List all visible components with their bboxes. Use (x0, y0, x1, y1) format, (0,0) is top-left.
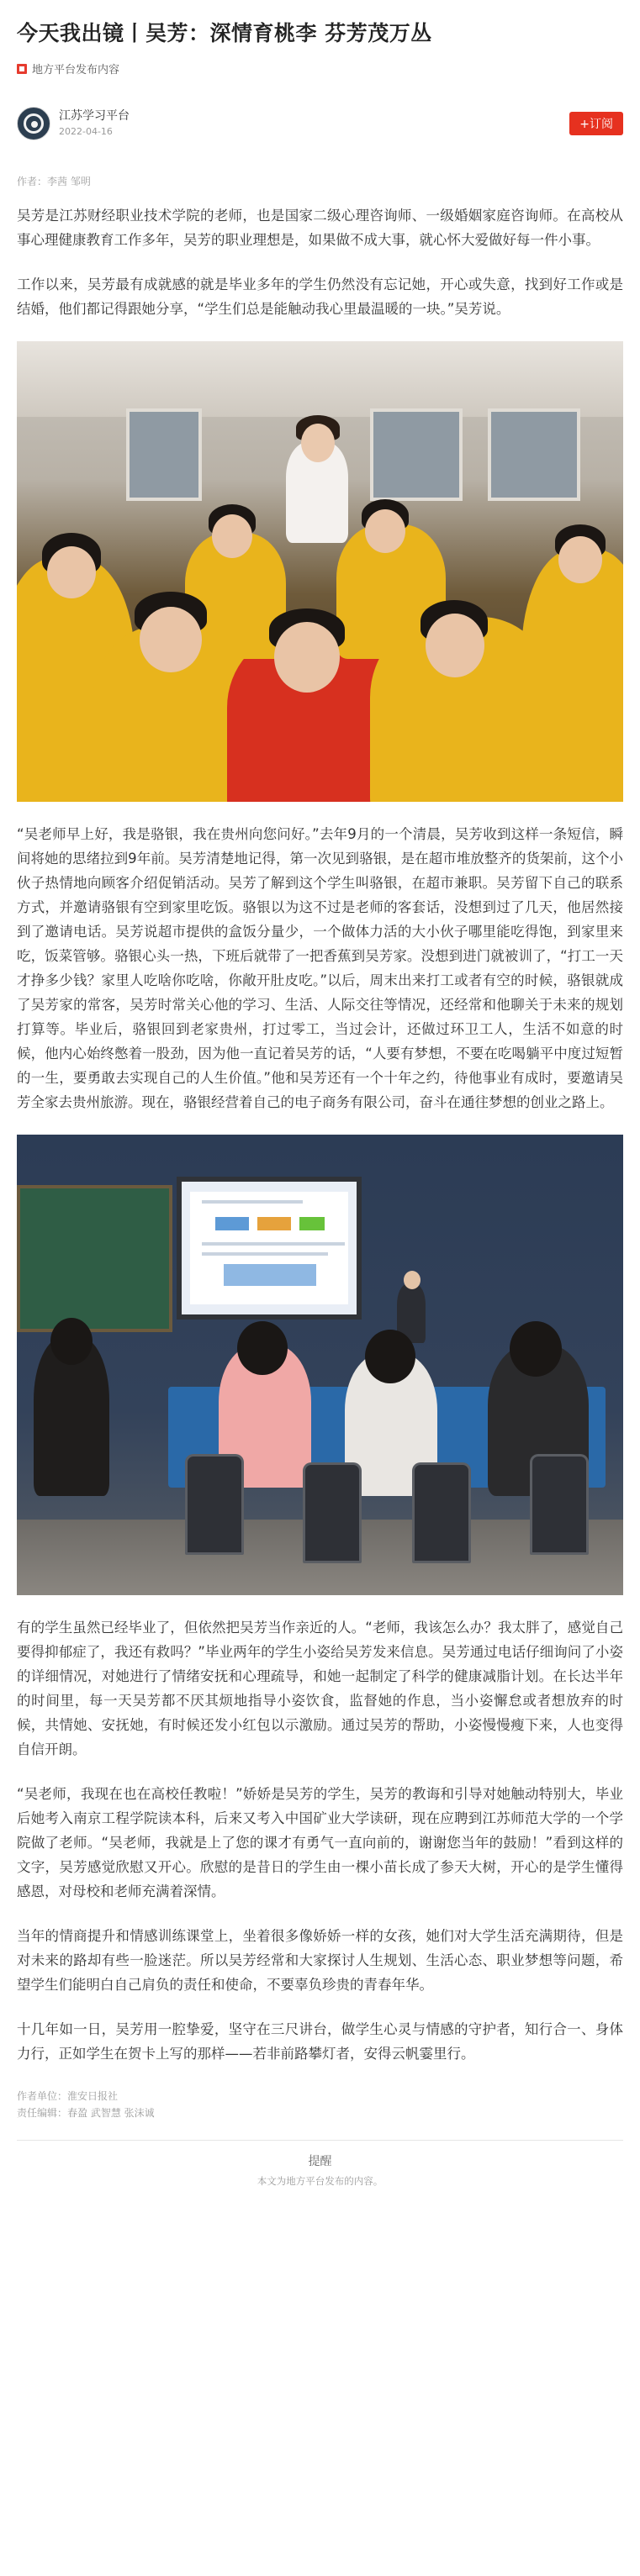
teacher-face (301, 424, 335, 462)
platform-notice (0, 2152, 640, 2188)
avatar-logo-dot (31, 121, 38, 128)
photo-ceiling (17, 341, 623, 417)
divider (17, 2140, 623, 2141)
source-label-text: 地方平台发布内容 (32, 64, 120, 76)
photo-window (370, 408, 463, 501)
local-platform-icon (17, 64, 27, 74)
page-title: 今天我出镜丨吴芳：深情育桃李 芬芳茂万丛 (17, 21, 432, 45)
photo-window (488, 408, 580, 501)
paragraph: 当年的情商提升和情感训练课堂上，坐着很多像娇娇一样的女孩，她们对大学生活充满期待，但是对未来的路却有些一脸迷茫。所以吴芳经常和大家探讨人生规划、生活心态、职业梦想等问题，希望学生们能明白自己肩负的责任和使命，不要辜负珍贵的青春年华。 (17, 1928, 623, 1993)
avatar[interactable] (17, 107, 50, 140)
notice-text: 本文为地方平台发布的内容。 (257, 2175, 383, 2187)
teacher-face (404, 1271, 420, 1289)
author-row (17, 105, 623, 142)
paragraph: 十几年如一日，吴芳用一腔挚爱，坚守在三尺讲台，做学生心灵与情感的守护者，知行合一、身体力行，正如学生在贺卡上写的那样——若非前路攀灯者，安得云帆霎里行。 (17, 2021, 623, 2062)
chalkboard (17, 1185, 172, 1332)
student-crowd (17, 499, 623, 802)
publish-date: 2022-04-16 (59, 126, 113, 137)
responsible-editor: 责任编辑：春盈 武智慧 张沫诚 (17, 2107, 155, 2119)
byline: 作者：李茜 邹明 (17, 176, 91, 187)
presentation-slide (190, 1192, 348, 1304)
projector-screen (177, 1177, 362, 1320)
paragraph: “吴老师，我现在也在高校任教啦！”娇娇是吴芳的学生，吴芳的教诲和引导对她触动特别大，毕业后她考入南京工程学院读本科，后来又考入中国矿业大学读研，现在应聘到江苏师范大学的一个学院做了老师。“吴老师，我就是上了您的课才有勇气一直向前的，谢谢您当年的鼓励！”看到这样的文字，吴芳感觉欣慰又开心。欣慰的是昔日的学生由一棵小苗长成了参天大树，开心的是学生懂得感恩，对母校和老师充满着深情。 (17, 1786, 623, 1899)
classroom-photo (17, 1135, 623, 1595)
article-footer (17, 2088, 623, 2121)
paragraph: “吴老师早上好，我是骆银，我在贵州向您问好。”去年9月的一个清晨，吴芳收到这样一条短信，瞬间将她的思绪拉到9年前。吴芳清楚地记得，第一次见到骆银，是在超市堆放整齐的货架前，这个小伙子热情地向顾客介绍促销活动。吴芳了解到这个学生叫骆银，在超市兼职。吴芳留下自己的联系方式，并邀请骆银有空到家里吃饭。骆银以为这不过是老师的客套话，没想到过了几天，他居然接到了邀请电话。吴芳说超市提供的盒饭分量少，一个做体力活的大小伙子哪里能吃得饱，到家里来吃，饭菜管够。骆银心头一热，下班后就带了一把香蕉到吴芳家。没想到进门就被训了，“打工一天才挣多少钱？家里人吃啥你吃啥，你敞开肚皮吃。”以后，周末出来打工或者有空的时候，骆银就成了吴芳家的常客，吴芳时常关心他的学习、生活、人际交往等情况，还经常和他聊关于未来的规划打算等。毕业后，骆银回到老家贵州，打过零工，当过会计，还做过环卫工人，生活不如意的时候，他内心始终憋着一股劲，因为他一直记着吴芳的话，“人要有梦想，不要在吃喝躺平中度过短暂的一生，要勇敢去实现自己的人生价值。”他和吴芳还有一个十年之约，待他事业有成时，要邀请吴芳全家去贵州旅游。现在，骆银经营着自己的电子商务有限公司，奋斗在通往梦想的创业之路上。 (17, 826, 623, 1110)
paragraph: 吴芳是江苏财经职业技术学院的老师，也是国家二级心理咨询师、一级婚姻家庭咨询师。在高校从事心理健康教育工作多年，吴芳的职业理想是，如果做不成大事，就心怀大爱做好每一件小事。 (17, 208, 623, 248)
class-group-photo (17, 341, 623, 802)
paragraph: 有的学生虽然已经毕业了，但依然把吴芳当作亲近的人。“老师，我该怎么办？我太胖了，感觉自己要得抑郁症了，我还有救吗？”毕业两年的学生小姿给吴芳发来信息。吴芳通过电话仔细询问了小姿的详细情况，对她进行了情绪安抚和心理疏导，和她一起制定了科学的健康减脂计划。在长达半年的时间里，每一天吴芳都不厌其烦地指导小姿饮食，监督她的作息，当小姿懈怠或者想放弃的时候，共情她、安抚她，有时候还发小红包以示激励。通过吴芳的帮助，小姿慢慢瘦下来，人也变得自信开朗。 (17, 1620, 623, 1757)
source-label (17, 61, 623, 76)
subscribe-button[interactable]: +订阅 (569, 112, 623, 135)
notice-title: 提醒 (308, 2155, 332, 2168)
author-unit: 作者单位：淮安日报社 (17, 2090, 119, 2102)
author-meta (59, 108, 130, 139)
article-body (0, 203, 640, 2066)
paragraph: 工作以来，吴芳最有成就感的就是毕业多年的学生仍然没有忘记她，开心或失意，找到好工作或是结婚，他们都记得跟她分享，“学生们总是能触动我心里最温暖的一块。”吴芳说。 (17, 277, 623, 317)
photo-window (126, 408, 202, 501)
author-name[interactable]: 江苏学习平台 (59, 109, 130, 123)
title-block (0, 0, 640, 76)
